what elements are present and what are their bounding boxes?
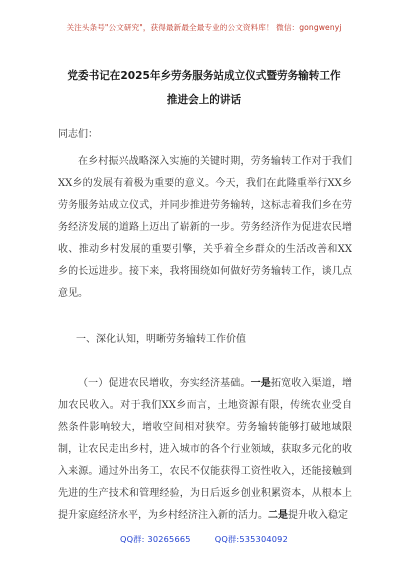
paragraph-body: 拓宽收入渠道，增加农民收入。对于我们XX乡而言，土地资源有限，传统农业受自然条件影响较大，增收空间相对狭窄。劳务输转能够打破地域限制，让农民走出乡村，进入城市的各个行业领域，获取多元化的收入来源。通过外出务工，农民不仅能获得工资性收入，还能接触到先进的生产技术和管理经验，为日后返乡创业积累资本，从根本上提升家庭经济水平，为乡村经济注入新的活力。 — [58, 378, 353, 521]
footer-contact — [0, 534, 408, 545]
section-heading-1: 一、深化认知，明晰劳务输转工作价值 — [76, 334, 246, 345]
document-title-line2: 推进会上的讲话 — [166, 94, 242, 106]
paragraph-intro: 在乡村振兴战略深入实施的关键时期，劳务输转工作对于我们XX乡的发展有着极为重要的意义。今天，我们在此隆重举行XX乡劳务服务站成立仪式，并同步推进劳务输转，这标志着我们乡在劳务经济发展的道路上迈出了崭新的一步。劳务经济作为促进农民增收、推动乡村发展的重要引擎，关乎着全乡群众的生活改善和XX乡的长远进步。接下来，我将围绕如何做好劳务输转工作，谈几点意见。 — [58, 156, 352, 299]
salutation: 同志们： — [58, 129, 98, 140]
paragraph-prefix: （一）促进农民增收，夯实经济基础。 — [78, 378, 251, 389]
bold-marker-2: 二是 — [268, 510, 288, 521]
paragraph-section-1-1 — [58, 373, 352, 527]
document-title-line1: 党委书记在2025年乡劳务服务站成立仪式暨劳务输转工作 — [67, 70, 341, 82]
bold-marker-1: 一是 — [250, 378, 271, 389]
footer-qq-1: QQ群: 30265665 — [119, 534, 191, 544]
footer-qq-2: QQ群:535304092 — [214, 534, 289, 544]
header-banner: 关注头条号"公文研究"，获得最新最全最专业的公文资料库！ 微信：gongwenyj — [66, 23, 342, 32]
paragraph-tail: 提升收入稳定 — [288, 510, 348, 521]
